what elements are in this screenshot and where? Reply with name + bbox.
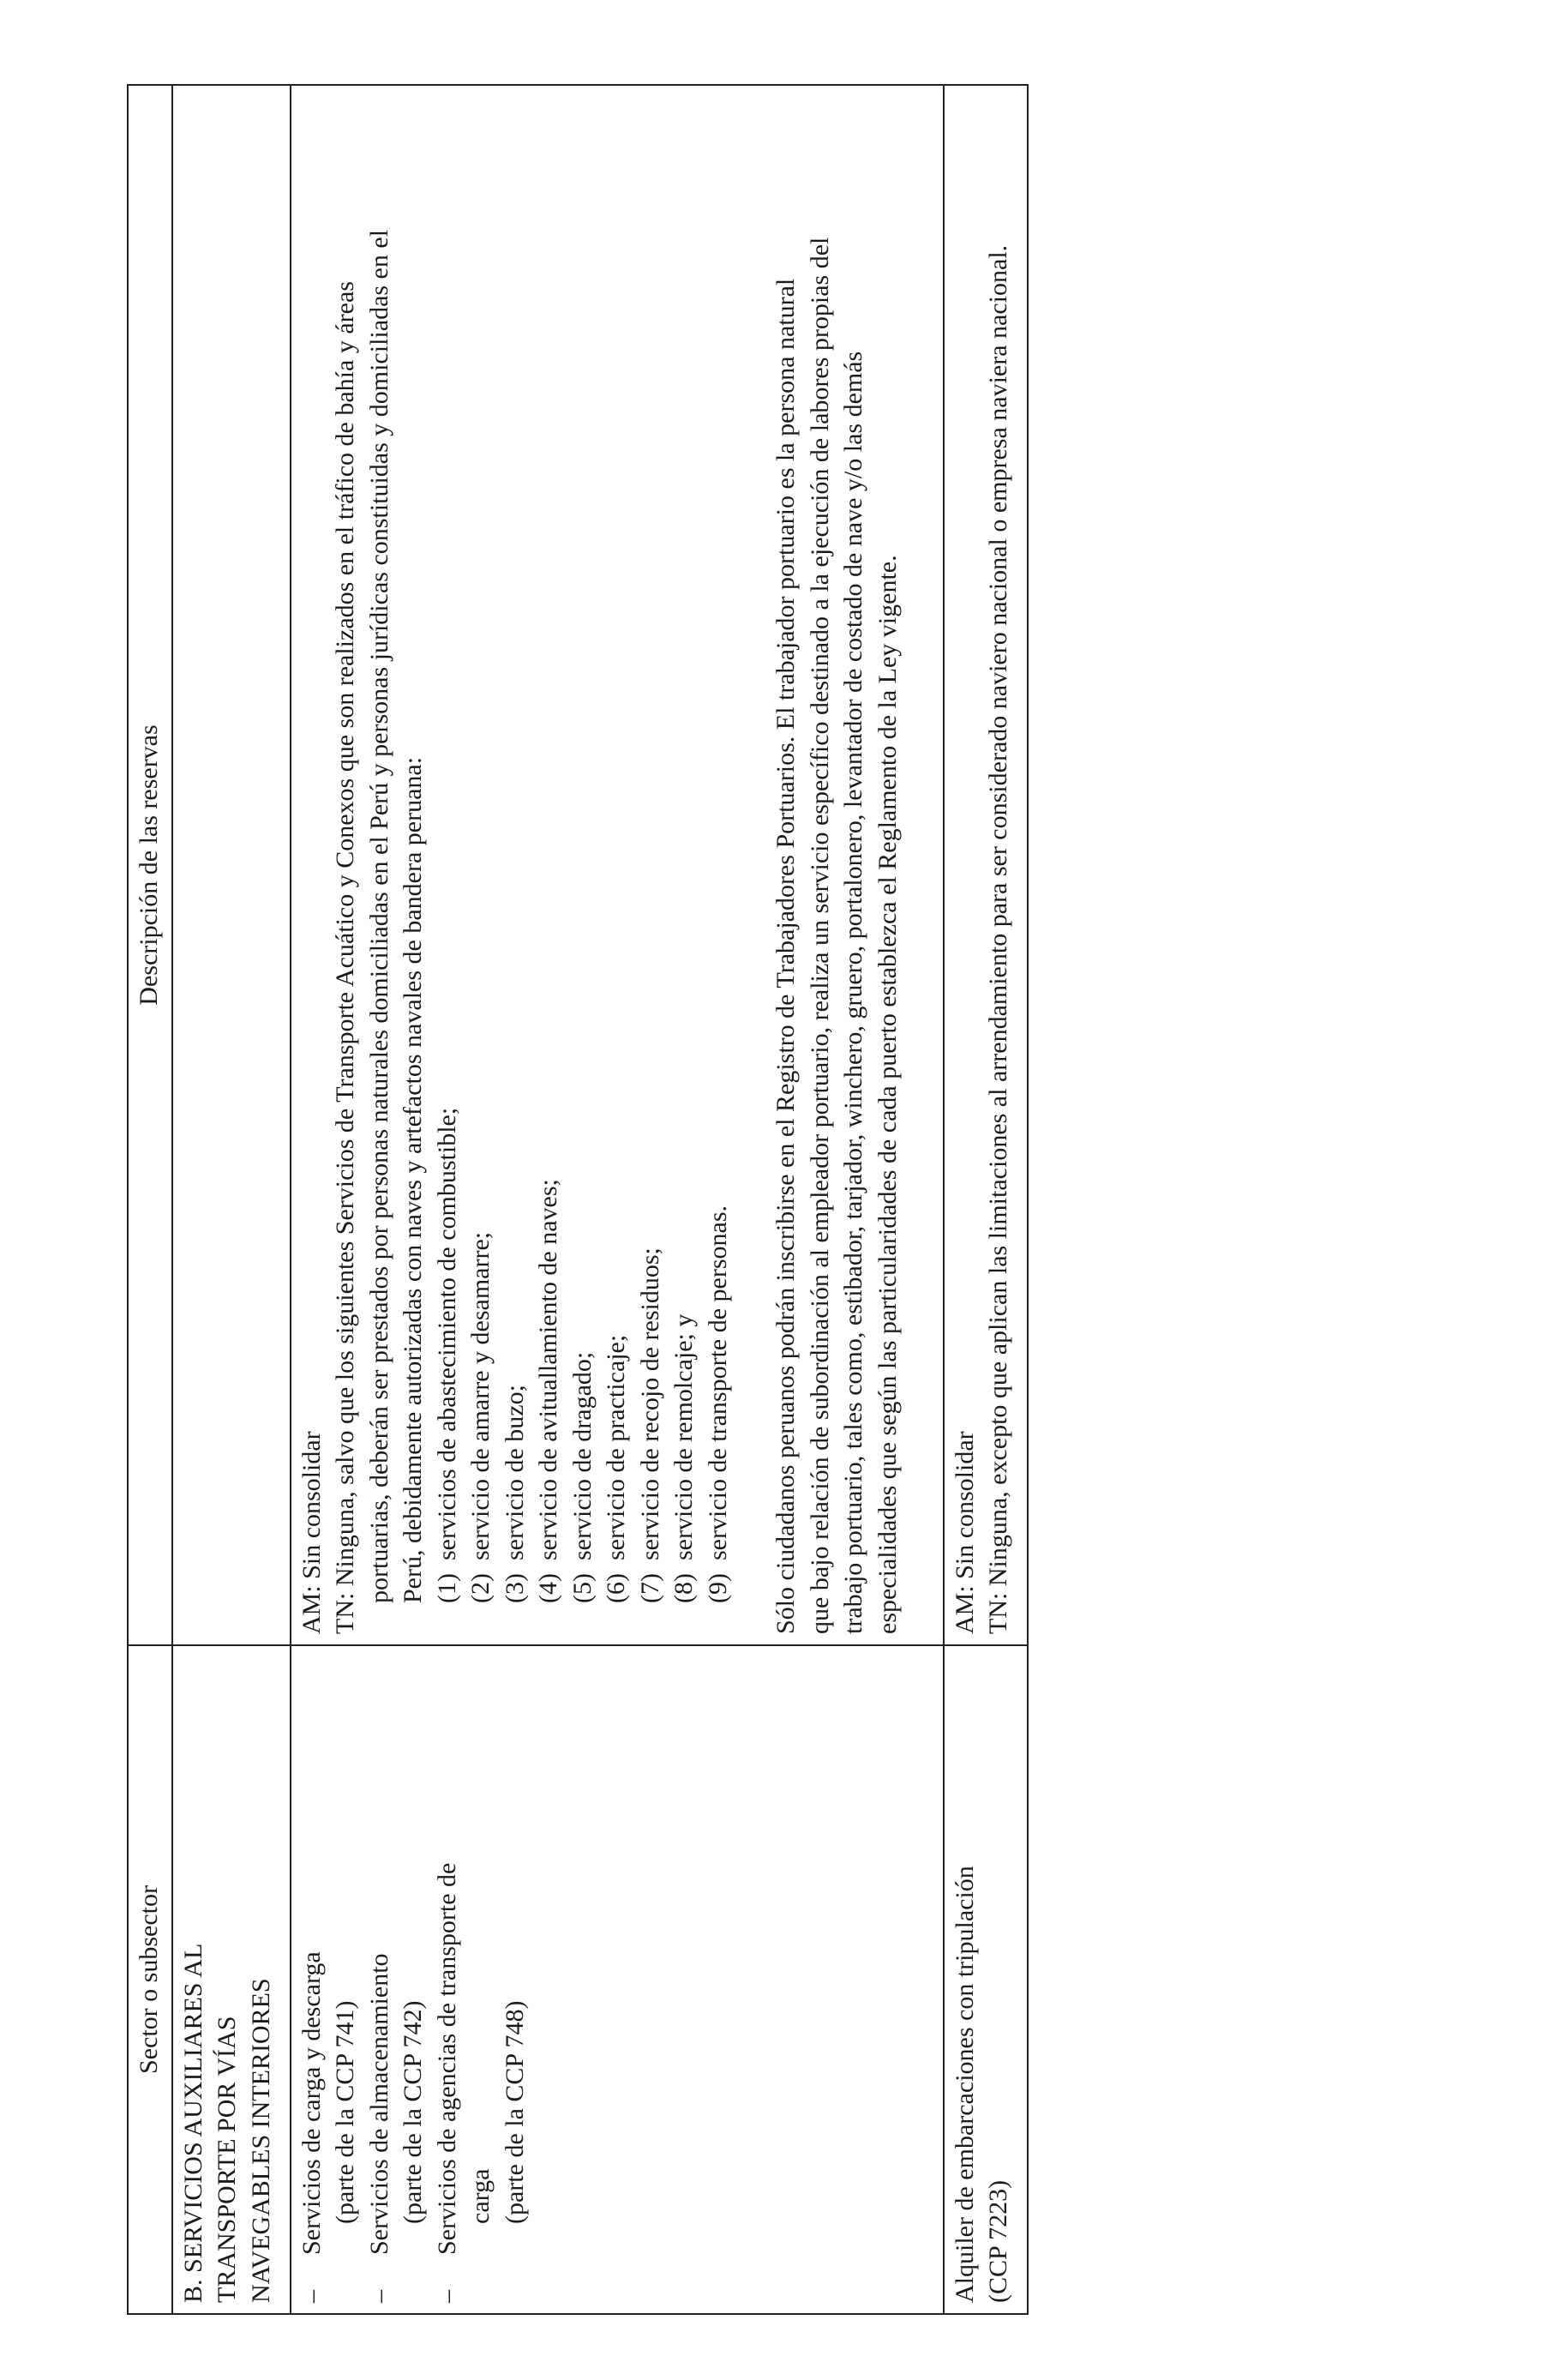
list-item-text: servicio de remolcaje; y (669, 1313, 698, 1560)
rental-am-line: AM: Sin consolidar (950, 1431, 979, 1634)
section-b-title-line: B. SERVICIOS AUXILIARES AL (178, 1943, 207, 2303)
rental-sector-line: Alquiler de embarcaciones con tripulación (950, 1866, 979, 2303)
subsector-item (430, 1656, 532, 2303)
am-line: AM: Sin consolidar (297, 1431, 326, 1634)
subsector-cell (291, 1645, 944, 2314)
auxiliary-services-row (291, 85, 944, 2314)
section-b-row (172, 85, 291, 2314)
list-item-number: (9) (703, 1573, 732, 1603)
list-item (566, 96, 600, 1603)
services-list (430, 96, 735, 1634)
subsector-line: (parte de la CCP 748) (500, 2000, 529, 2224)
paragraph-line: que bajo relación de subordinación al empleador portuario, realiza un servicio específico destinado a la ejecución de labores propias del (805, 237, 834, 1634)
list-item-text: servicio de practicaje; (602, 1334, 630, 1560)
list-item-number: (7) (635, 1573, 664, 1603)
list-item-number: (6) (602, 1573, 630, 1603)
list-item-text: servicio de avituallamiento de naves; (534, 1179, 562, 1560)
rental-tn-line: TN: Ninguna, excepto que aplican las limitaciones al arrendamiento para ser considerado naviero nacional o empresa naviera nacional. (984, 244, 1012, 1634)
section-b-title (172, 1645, 291, 2314)
subsector-line: (parte de la CCP 741) (331, 2000, 359, 2224)
list-item-number: (3) (500, 1573, 529, 1603)
list-item (464, 96, 498, 1603)
list-item-number: (2) (466, 1573, 495, 1603)
list-item-number: (5) (567, 1573, 597, 1603)
list-item-number: (1) (432, 1573, 461, 1603)
list-item (667, 96, 701, 1603)
dash-bullet: – (432, 2290, 461, 2303)
tn-line: TN: Ninguna, salvo que los siguientes Servicios de Transporte Acuático y Conexos que son realizados en el tráfico de bahía y áreas (331, 281, 359, 1634)
subsector-line: carga (466, 2168, 495, 2224)
subsector-item (363, 1656, 430, 2303)
subsector-line: Servicios de agencias de transporte de (432, 1862, 461, 2255)
list-item (430, 96, 465, 1603)
list-item-text: servicio de transporte de personas. (703, 1205, 732, 1560)
subsector-line: Servicios de carga y descarga (297, 1951, 326, 2255)
paragraph-line: trabajo portuario, tales como, estibador, tarjador, winchero, gruero, portalonero, levantador de costado de nave y/o las demás (839, 351, 867, 1634)
section-b-title-line: NAVEGABLES INTERIORES (246, 1978, 275, 2303)
list-item-text: servicios de abastecimiento de combustible; (432, 1107, 461, 1560)
list-item (531, 96, 566, 1603)
header-row (128, 85, 172, 2314)
subsector-item (295, 1656, 363, 2303)
tn-line: portuarias, deberán ser prestados por personas naturales domiciliadas en el Perú y personas jurídicas constituidas y domiciliadas en el (364, 229, 393, 1603)
section-b-title-line: TRANSPORTE POR VÍAS (213, 2016, 241, 2303)
list-item-text: servicio de amarre y desamarre; (466, 1231, 495, 1560)
list-item (599, 96, 633, 1603)
rental-description-cell (944, 85, 1028, 1645)
list-item-number: (4) (534, 1573, 562, 1603)
list-item-text: servicio de buzo; (500, 1385, 529, 1560)
dash-bullet: – (297, 2290, 326, 2303)
rotated-page (127, 86, 1018, 2315)
list-item-text: servicio de dragado; (567, 1351, 597, 1560)
list-item-text: servicio de recojo de residuos; (635, 1247, 664, 1560)
reservations-description-cell (291, 85, 944, 1645)
rental-row (944, 85, 1028, 2314)
paragraph-line: especialidades que según las particularidades de cada puerto establezca el Reglamento de la Ley vigente. (873, 555, 902, 1634)
header-sector: Sector o subsector (128, 1645, 172, 2314)
subsector-line: Servicios de almacenamiento (364, 1953, 393, 2255)
list-item (701, 96, 735, 1603)
list-item-number: (8) (669, 1573, 698, 1603)
dash-bullet: – (364, 2290, 393, 2303)
header-description: Descripción de las reservas (128, 85, 172, 1645)
paragraph-line: Sólo ciudadanos peruanos podrán inscribirse en el Registro de Trabajadores Portuarios. El trabajador portuario es la persona natural (771, 278, 800, 1634)
list-item (498, 96, 532, 1603)
section-b-description-empty (172, 85, 291, 1645)
list-item (633, 96, 668, 1603)
tn-line: Perú, debidamente autorizadas con naves y artefactos navales de bandera peruana: (399, 756, 427, 1603)
rental-sector-line: (CCP 7223) (984, 2179, 1012, 2303)
rental-sector-cell (944, 1645, 1028, 2314)
subsector-line: (parte de la CCP 742) (399, 2000, 427, 2224)
reservations-table (127, 84, 1029, 2315)
